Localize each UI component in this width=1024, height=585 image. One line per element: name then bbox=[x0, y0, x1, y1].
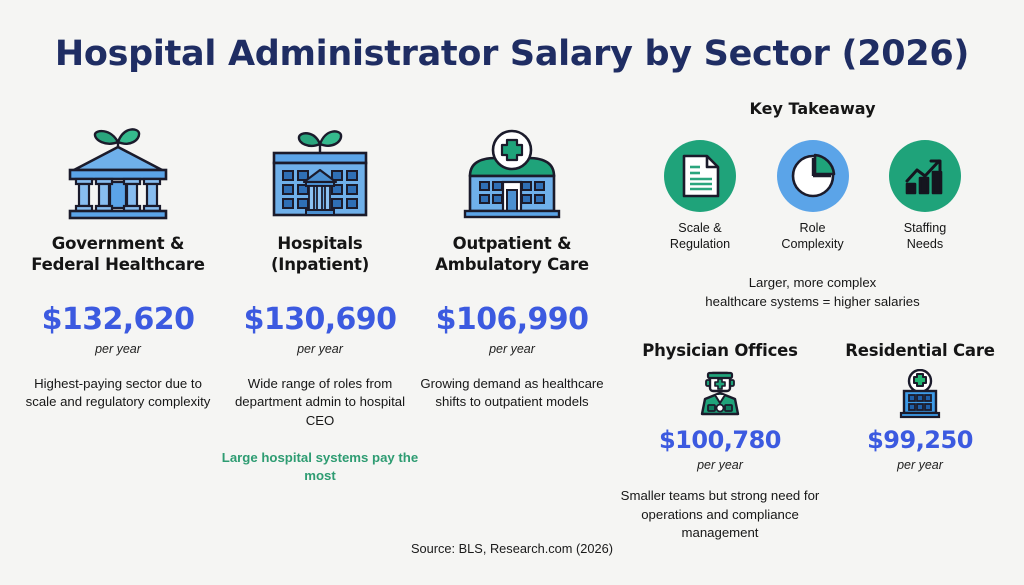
sector-description: Highest-paying sector due to scale and regulatory complexity bbox=[25, 375, 211, 410]
sub-sector-name: Residential Care bbox=[845, 341, 995, 360]
sub-sector-name: Physician Offices bbox=[642, 341, 798, 360]
sector-salary: $130,690 bbox=[243, 301, 397, 337]
pie-chart-icon bbox=[777, 140, 849, 212]
sector-salary: $106,990 bbox=[435, 301, 589, 337]
key-takeaway-items bbox=[650, 140, 975, 253]
key-takeaway-title: Key Takeaway bbox=[749, 99, 876, 118]
key-takeaway-label bbox=[650, 221, 750, 253]
residential-care-icon bbox=[820, 368, 1020, 420]
sector-name-line1: Government & bbox=[51, 234, 185, 253]
sector-period: per year bbox=[489, 341, 535, 356]
sector-name-line1: Outpatient & bbox=[452, 234, 572, 253]
key-takeaway-label bbox=[875, 221, 975, 253]
sector-salary: $132,620 bbox=[41, 301, 195, 337]
sector-name-line2: (Inpatient) bbox=[270, 254, 370, 274]
key-takeaway-label-line1: Role bbox=[799, 221, 826, 235]
key-takeaway-label-line2: Complexity bbox=[781, 236, 844, 251]
sector-period: per year bbox=[297, 341, 343, 356]
growth-chart-icon bbox=[889, 140, 961, 212]
sub-sector-description: Smaller teams but strong need for operations and compliance management bbox=[620, 488, 820, 541]
sub-sector-physician-offices bbox=[620, 341, 820, 543]
sector-column-outpatient bbox=[412, 118, 612, 412]
key-takeaway-item-role bbox=[763, 140, 863, 253]
key-takeaway-label-line1: Scale & bbox=[678, 221, 722, 235]
government-building-icon bbox=[18, 118, 218, 220]
sector-column-government bbox=[18, 118, 218, 412]
hospital-building-icon bbox=[220, 118, 420, 220]
sector-name-line2: Federal Healthcare bbox=[31, 254, 205, 274]
sub-sector-period: per year bbox=[897, 458, 943, 472]
key-takeaway-summary-line1: Larger, more complex bbox=[748, 275, 877, 290]
sub-sector-period: per year bbox=[697, 458, 743, 472]
sector-accent-note: Large hospital systems pay the most bbox=[221, 449, 419, 484]
sector-description: Wide range of roles from department admin to hospital CEO bbox=[234, 375, 406, 429]
key-takeaway-label-line1: Staffing bbox=[903, 221, 947, 235]
key-takeaway-summary bbox=[645, 274, 980, 311]
clinic-building-icon bbox=[412, 118, 612, 220]
source-note: Source: BLS, Research.com (2026) bbox=[410, 541, 613, 556]
sector-name bbox=[18, 234, 218, 276]
sector-name-line2: Ambulatory Care bbox=[435, 254, 589, 274]
key-takeaway-label-line2: Regulation bbox=[669, 236, 731, 251]
key-takeaway-label-line2: Needs bbox=[906, 236, 944, 251]
document-icon bbox=[664, 140, 736, 212]
page-title: Hospital Administrator Salary by Sector (2026) bbox=[54, 34, 970, 74]
key-takeaway-item-scale bbox=[650, 140, 750, 253]
key-takeaway-summary-line2: healthcare systems = higher salaries bbox=[705, 293, 920, 309]
doctor-icon bbox=[620, 368, 820, 420]
sector-name-line1: Hospitals bbox=[277, 234, 363, 253]
key-takeaway-label bbox=[763, 221, 863, 253]
key-takeaway-item-staffing bbox=[875, 140, 975, 253]
sub-sector-salary: $99,250 bbox=[867, 426, 973, 454]
sector-name bbox=[412, 234, 612, 276]
sector-column-hospitals bbox=[220, 118, 420, 486]
sector-name bbox=[220, 234, 420, 276]
sector-description: Growing demand as healthcare shifts to outpatient models bbox=[420, 375, 604, 410]
sub-sector-salary: $100,780 bbox=[658, 426, 781, 454]
sector-period: per year bbox=[95, 341, 141, 356]
sub-sector-residential-care bbox=[820, 341, 1020, 487]
